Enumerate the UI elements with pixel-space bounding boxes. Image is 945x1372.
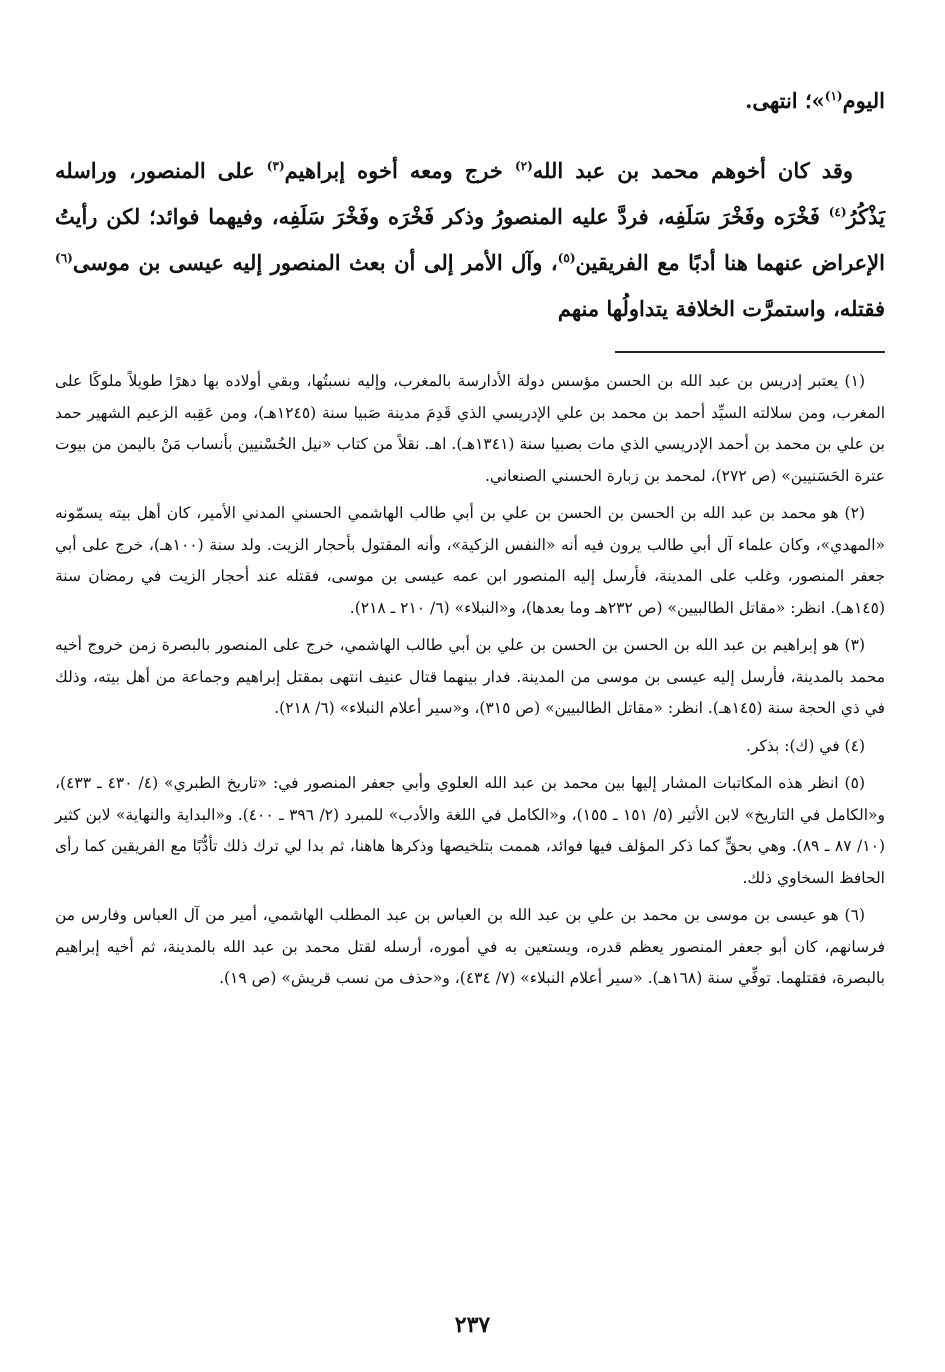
main-text-segment: اليوم (842, 88, 885, 113)
footnote-5: (٥) انظر هذه المكاتبات المشار إليها بين محمد بن عبد الله العلوي وأبي جعفر المنصور في: «تاريخ الطبري» (٤/ ٤٣٠ ـ ٤٣٣)، و«الكامل في التاريخ» لابن الأثير (٥/ ١٥١ ـ ١٥٥)، و«الكامل في اللغة والأدب» للمبرد (٢/ ٣٩٦ ـ ٤٠٠). و«البداية والنهاية» لابن كثير (١٠/ ٨٧ ـ ٨٩). وهي بحقٍّ كما ذكر المؤلف فيها فوائد، هممت بتلخيصها وذكرها هاهنا، ثم بدا لي ترك ذلك تأدُّبًا مع الفريقين كما رأى الحافظ السخاوي ذلك. (55, 774, 885, 887)
footnote-divider (615, 351, 885, 353)
footnote-ref-2[interactable]: (٢) (514, 159, 533, 173)
main-text-segment: فقتله، واستمرَّت الخلافة يتداولُها منهم (557, 296, 885, 321)
footnote-ref-3[interactable]: (٣) (266, 159, 285, 173)
main-text-segment: فَخْرَه وفَخْرَ سَلَفِه، فردَّ عليه المنصورُ وذكر فَخْرَه وفَخْرَ سَلَفِه، وفيهما فوائد؛ لكن رأيتُ الإعراض عنهما هنا أدبًا مع الفريقين (55, 204, 885, 275)
footnote-ref-4[interactable]: (٤) (828, 205, 847, 219)
main-text-segment: ، وآل الأمر إلى أن بعث المنصور إليه عيسى بن موسى (72, 250, 558, 275)
footnote-ref-5[interactable]: (٥) (557, 251, 576, 265)
footnote-6: (٦) هو عيسى بن موسى بن محمد بن علي بن عبد الله بن العباس بن عبد المطلب الهاشمي، أمير من آل العباس وفارس من فرسانهم، كان أبو جعفر المنصور يعظم قدره، ويستعين به في أموره، أرسله لقتل محمد بن عبد الله بالمدينة، ثم أخيه إبراهيم بالبصرة، فقتلهما. توفِّي سنة (١٦٨هـ). «سير أعلام النبلاء» (٧/ ٤٣٤)، و«حذف من نسب قريش» (ص ١٩). (55, 906, 885, 987)
main-paragraph-continuation (55, 78, 885, 124)
footnote-ref-1[interactable]: (١) (824, 89, 843, 103)
main-paragraph (55, 148, 885, 332)
main-text-segment: »؛ انتهى. (745, 88, 825, 113)
footnote-4: (٤) في (ك): بذكر. (746, 736, 865, 755)
main-text-segment: على المنصور، وراسله يَذْكُرُ (55, 158, 885, 229)
main-text-segment: وقد كان أخوهم محمد بن عبد الله (532, 158, 854, 183)
footnote-ref-6[interactable]: (٦) (55, 251, 73, 265)
page-number: ٢٣٧ (454, 1312, 491, 1338)
main-text-segment: خرج ومعه أخوه إبراهيم (284, 158, 515, 183)
footnote-2: (٢) هو محمد بن عبد الله بن الحسن بن الحسن بن علي بن أبي طالب الهاشمي الحسني المدني الأمير، كان أهل بيته يسمّونه «المهدي»، وكان علماء آل أبي طالب يرون فيه أنه «النفس الزكية»، وأنه المقتول بأحجار الزيت. ولد سنة (١٠٠هـ)، خرج على أبي جعفر المنصور، وغلب على المدينة، فأرسل إليه المنصور ابن عمه عيسى بن موسى، فقتله عند أحجار الزيت في رمضان سنة (١٤٥هـ). انظر: «مقاتل الطالبيين» (ص ٢٣٢هـ وما بعدها)، و«النبلاء» (٦/ ٢١٠ ـ ٢١٨). (55, 504, 885, 617)
footnotes-list (55, 366, 885, 1001)
footnote-3: (٣) هو إبراهيم بن عبد الله بن الحسن بن الحسن بن علي بن أبي طالب الهاشمي، خرج على المنصور بالبصرة زمن خروج أخيه محمد بالمدينة، فأرسل إليه عيسى بن موسى من المدينة. فدار بينهما قتال عنيف انتهى بمقتل إبراهيم وجماعة من أهل بيته، وذلك في ذي الحجة سنة (١٤٥هـ). انظر: «مقاتل الطالبيين» (ص ٣١٥)، و«سير أعلام النبلاء» (٦/ ٢١٨). (55, 636, 885, 717)
footnote-1: (١) يعتبر إدريس بن عبد الله بن الحسن مؤسس دولة الأدارسة بالمغرب، وإليه نسبتُها، وبقي أولاده بها دهرًا طويلاً ملوكًا على المغرب، ومن سلالته السيِّد أحمد بن محمد بن علي الإدريسي الذي قَدِمَ مدينة صَبيا سنة (١٢٤٥هـ)، ومن عَقِبه الزعيم الشهير حمد بن علي بن محمد بن أحمد الإدريسي الذي مات بصبيا سنة (١٣٤١هـ). اهـ. نقلاً من كتاب «نيل الحُسْنيين بأنساب مَنْ باليمن من بيوت عترة الحَسَنيين» (ص ٢٧٢)، لمحمد بن زبارة الحسني الصنعاني. (55, 372, 886, 485)
